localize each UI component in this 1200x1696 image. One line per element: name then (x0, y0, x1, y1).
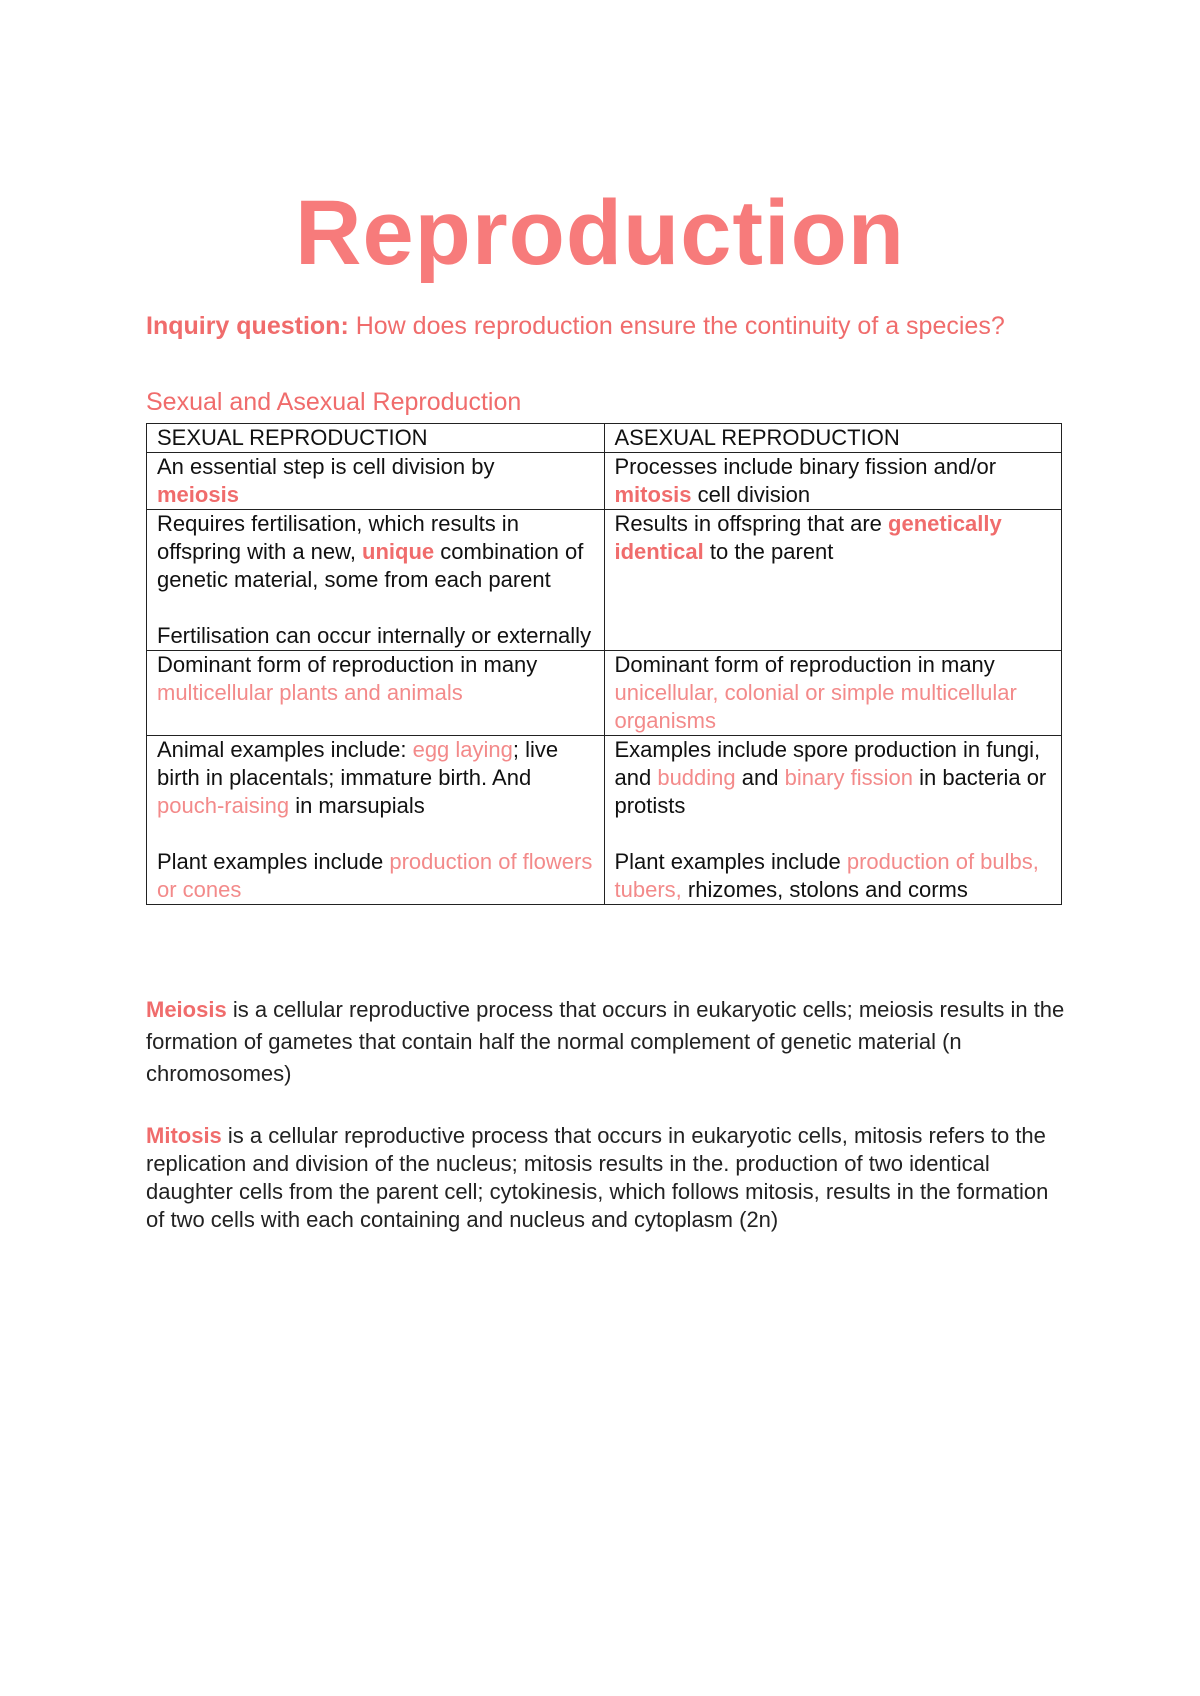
cell-text: Dominant form of reproduction in many (614, 652, 995, 677)
inquiry-text: How does reproduction ensure the continuity of a species? (348, 312, 1005, 340)
cell-text: Dominant form of reproduction in many (157, 652, 538, 677)
highlight-phrase: unicellular, colonial or simple multicellular organisms (614, 680, 1017, 733)
cell-text: Animal examples include: (157, 737, 413, 762)
highlight-phrase: production of bulbs, tubers, (614, 849, 1039, 902)
highlight-term: meiosis (157, 482, 239, 507)
table-cell (604, 453, 1062, 510)
table-cell (604, 736, 1062, 905)
table-cell (147, 651, 605, 736)
spacer (157, 594, 594, 622)
table-row (147, 651, 1062, 736)
header-sexual: SEXUAL REPRODUCTION (147, 424, 605, 453)
table-header-row (147, 424, 1062, 453)
spacer (157, 820, 594, 848)
table-cell (604, 651, 1062, 736)
cell-text: Results in offspring that are (614, 511, 889, 536)
highlight-phrase: egg laying (412, 737, 513, 762)
cell-text: Plant examples include (614, 849, 847, 874)
table-row (147, 453, 1062, 510)
cell-text: ; live birth in placentals; immature birth. And (157, 737, 559, 790)
cell-text: in marsupials (289, 793, 425, 818)
paragraph-text: is a cellular reproductive process that occurs in eukaryotic cells; meiosis results in the formation of gametes that contain half the normal complement of genetic material (n chromosomes) (146, 997, 1065, 1086)
highlight-term: mitosis (614, 482, 692, 507)
header-asexual: ASEXUAL REPRODUCTION (604, 424, 1062, 453)
cell-text: to the parent (703, 539, 834, 564)
table-row (147, 736, 1062, 905)
highlight-term: unique (362, 539, 435, 564)
inquiry-label: Inquiry question: (146, 312, 349, 340)
cell-text: Plant examples include (157, 849, 390, 874)
highlight-phrase: production of flowers or cones (157, 849, 593, 902)
spacer (615, 820, 1052, 848)
mitosis-paragraph (146, 1122, 1066, 1234)
table-row (147, 510, 1062, 651)
table-cell (604, 510, 1062, 651)
highlight-phrase: binary fission (784, 765, 913, 790)
highlight-phrase: budding (657, 765, 736, 790)
mitosis-term: Mitosis (146, 1123, 222, 1148)
cell-text: Fertilisation can occur internally or externally (157, 623, 592, 648)
cell-text: in bacteria or protists (614, 765, 1047, 818)
cell-text: Requires fertilisation, which results in offspring with a new, (157, 511, 519, 564)
section-heading: Sexual and Asexual Reproduction (146, 388, 522, 416)
cell-text: combination of genetic material, some from each parent (157, 539, 584, 592)
meiosis-paragraph (146, 994, 1066, 1090)
cell-text: Processes include binary fission and/or (614, 454, 997, 479)
highlight-phrase: pouch-raising (157, 793, 290, 818)
paragraph-text: is a cellular reproductive process that occurs in eukaryotic cells, mitosis refers to the replication and division of the nucleus; mitosis results in the. production of two identical daughter cells from the parent cell; cytokinesis, which follows mitosis, results in the formation of two cells with each containing and nucleus and cytoplasm (2n) (146, 1123, 1049, 1232)
comparison-table (146, 423, 1062, 905)
cell-text: An essential step is cell division by (157, 454, 495, 479)
table-cell (147, 453, 605, 510)
cell-text: rhizomes, stolons and corms (681, 877, 968, 902)
cell-text: and (735, 765, 785, 790)
highlight-term: genetically identical (614, 511, 1002, 564)
cell-text: cell division (691, 482, 811, 507)
table-cell (147, 510, 605, 651)
highlight-phrase: multicellular plants and animals (157, 680, 463, 705)
page-title: Reproduction (295, 182, 905, 284)
meiosis-term: Meiosis (146, 997, 227, 1022)
table-cell (147, 736, 605, 905)
inquiry-question (146, 308, 1076, 345)
cell-text: Examples include spore production in fungi, and (614, 737, 1041, 790)
